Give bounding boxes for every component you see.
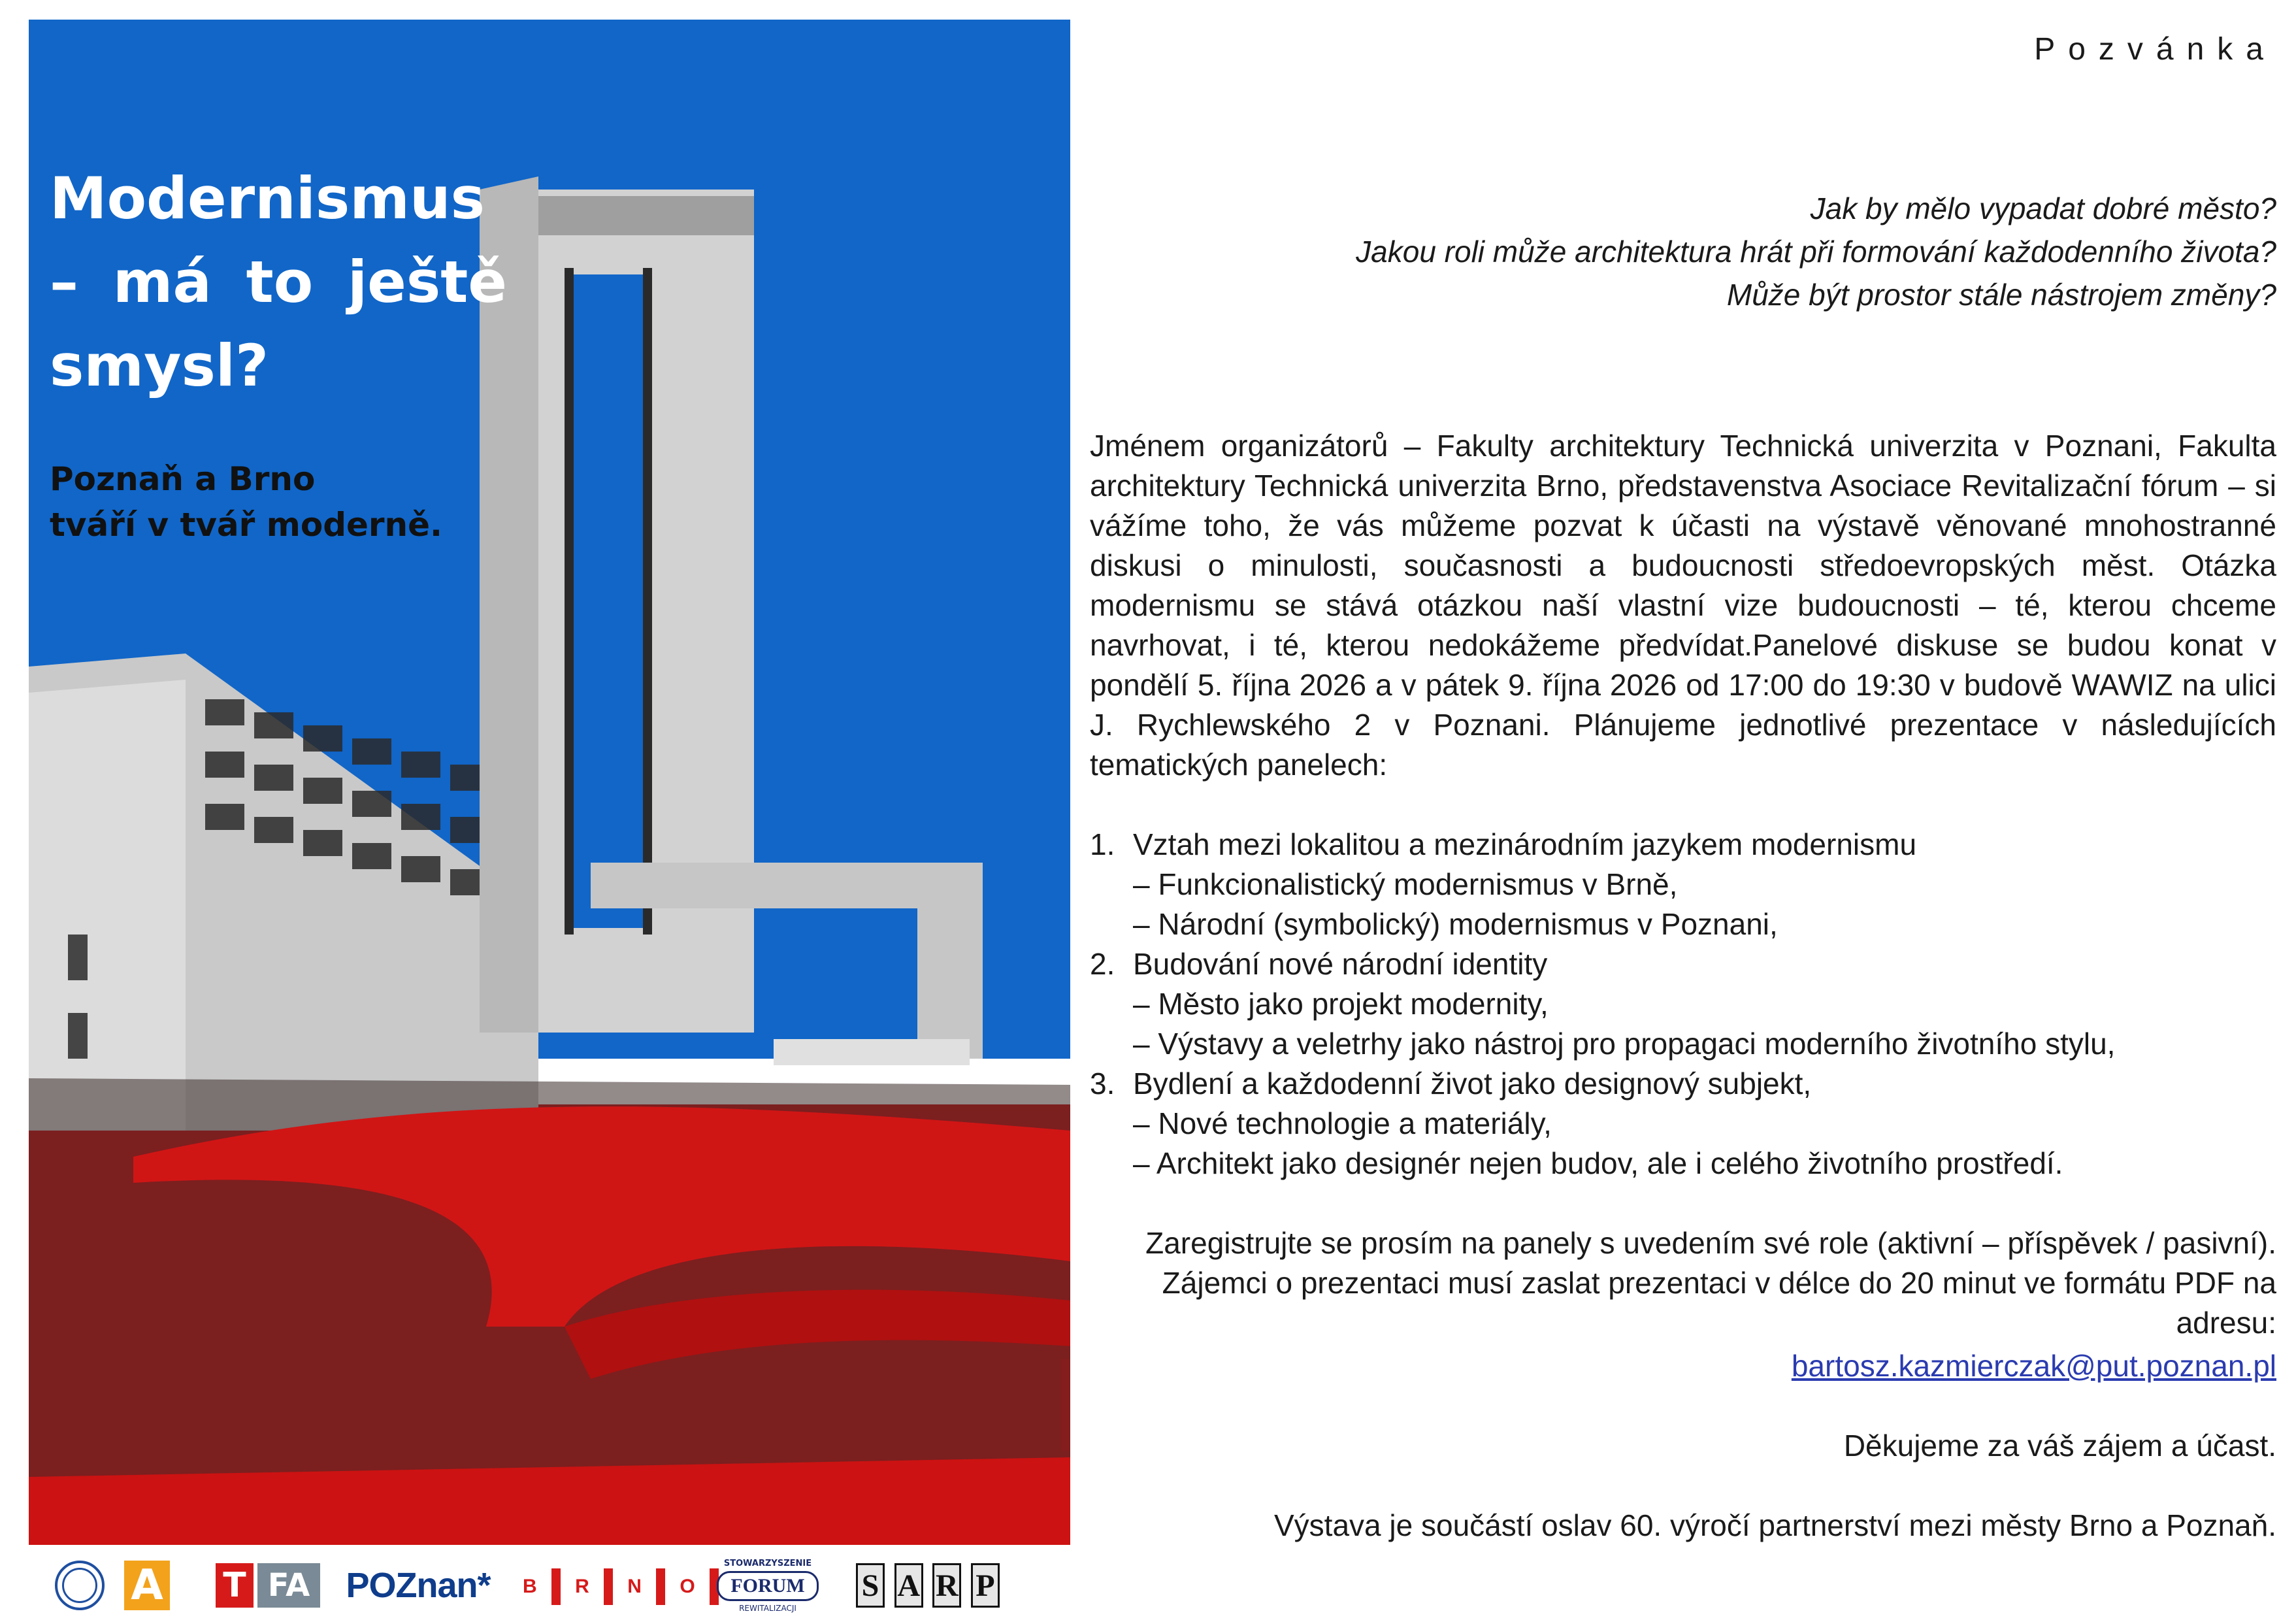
panel-item — [1090, 825, 2276, 944]
questions-block — [1100, 187, 2276, 316]
panel-subitem: – Město jako projekt modernity, — [1133, 987, 1549, 1021]
panel-subitem: – Výstavy a veletrhy jako nástroj pro propagaci moderního životního stylu, — [1133, 1027, 2116, 1061]
a-logo-letter: A — [131, 1561, 163, 1610]
brno-letter: N — [627, 1576, 642, 1597]
poster-subtitle — [50, 456, 507, 548]
sarp-letter: A — [894, 1563, 923, 1608]
panel-title-row — [1090, 1064, 2276, 1104]
panel-item — [1090, 944, 2276, 1064]
brno-divider — [551, 1568, 561, 1605]
forum-rewitalizacji-logo — [712, 1554, 823, 1617]
brno-letter: B — [523, 1576, 537, 1597]
panel-subitem: – Architekt jako designér nejen budov, ale i celého životního prostředí. — [1133, 1146, 2063, 1180]
brno-letter: R — [575, 1576, 589, 1597]
a-logo — [124, 1561, 170, 1610]
poster-subtitle-line: tváří v tvář moderně. — [50, 506, 443, 544]
poster-subtitle-line: Poznaň a Brno — [50, 460, 316, 498]
university-seal-logo — [55, 1561, 105, 1610]
panel-subitem: – Funkcionalistický modernismus v Brně, — [1133, 867, 1678, 901]
tfa-logo-t: T — [216, 1563, 254, 1608]
thanks-line: Děkujeme za váš zájem a účast. — [1843, 1429, 2276, 1463]
poznan-logo — [346, 1562, 490, 1609]
brno-logo — [523, 1567, 719, 1606]
poznan-logo-text: POZnan* — [346, 1566, 491, 1605]
question-line: Jakou roli může architektura hrát při formování každodenního života? — [1356, 235, 2276, 269]
question-line: Může být prostor stále nástrojem změny? — [1726, 278, 2276, 312]
brno-letter: O — [680, 1576, 695, 1597]
brno-divider — [604, 1568, 613, 1605]
sarp-letter: R — [932, 1563, 961, 1608]
contact-email-link[interactable]: bartosz.kazmierczak@put.poznan.pl — [1791, 1349, 2276, 1383]
partner-logo-strip — [46, 1549, 1000, 1621]
panel-number: 2. — [1090, 947, 1115, 981]
invitation-text — [1090, 0, 2276, 1622]
registration-paragraph: Zaregistrujte se prosím na panely s uvedením své role (aktivní – příspěvek / pasivní). Zájemci o prezentaci musí zaslat prezentaci v délce do 20 minut ve formátu PDF na adresu: — [1145, 1226, 2276, 1340]
forum-logo-mid: FORUM — [717, 1571, 819, 1601]
forum-logo-top: STOWARZYSZENIE — [723, 1558, 812, 1568]
panel-number: 3. — [1090, 1067, 1115, 1101]
panel-title-row — [1090, 825, 2276, 865]
panel-title: Bydlení a každodenní život jako designový subjekt, — [1133, 1067, 1812, 1101]
sarp-letter: S — [856, 1563, 885, 1608]
intro-paragraph: Jménem organizátorů – Fakulty architektury Technická univerzita v Poznani, Fakulta architektury Technická univerzita Brno, představenstva Asociace Revitalizační fórum – si vážíme toho, že vás můžeme pozvat k účasti na výstavě věnované mnohostranné diskusi o minulosti, současnosti a budoucnosti středoevropských měst. Otázka modernismu se stává otázkou naší vlastní vize budoucnosti – té, kterou chceme navrhovat, i té, kterou nedokážeme předvídat.Panelové diskuse se budou konat v pondělí 5. října 2026 a v pátek 9. října 2026 od 17:00 do 19:30 v budově WAWIZ na ulici J. Rychlewského 2 v Poznani. Plánujeme jednotlivé prezentace v následujících tematických panelech: — [1090, 429, 2276, 782]
panel-number: 1. — [1090, 827, 1115, 861]
panel-subitem: – Národní (symbolický) modernismus v Poznani, — [1133, 907, 1778, 941]
tfa-logo — [216, 1563, 320, 1608]
sarp-logo — [856, 1563, 1000, 1608]
seal-icon — [62, 1568, 97, 1603]
panel-list — [1090, 825, 2276, 1183]
brno-divider — [656, 1568, 665, 1605]
panel-title: Vztah mezi lokalitou a mezinárodním jazykem modernismu — [1133, 827, 1917, 861]
tfa-logo-fa: FA — [257, 1563, 320, 1608]
panel-title: Budování nové národní identity — [1133, 947, 1548, 981]
exhibition-poster — [29, 20, 1070, 1545]
panel-item — [1090, 1064, 2276, 1183]
panel-title-row — [1090, 944, 2276, 984]
sarp-letter: P — [971, 1563, 1000, 1608]
question-line: Jak by mělo vypadat dobré město? — [1810, 191, 2276, 225]
panel-subitem: – Nové technologie a materiály, — [1133, 1106, 1552, 1140]
invitation-heading: Pozvánka — [2034, 32, 2276, 67]
anniversary-line: Výstava je součástí oslav 60. výročí partnerství mezi městy Brno a Poznaň. — [1274, 1508, 2276, 1542]
forum-logo-bot: REWITALIZACJI — [739, 1603, 796, 1613]
poster-title: Modernismus – má to ještě smysl? — [50, 165, 507, 399]
